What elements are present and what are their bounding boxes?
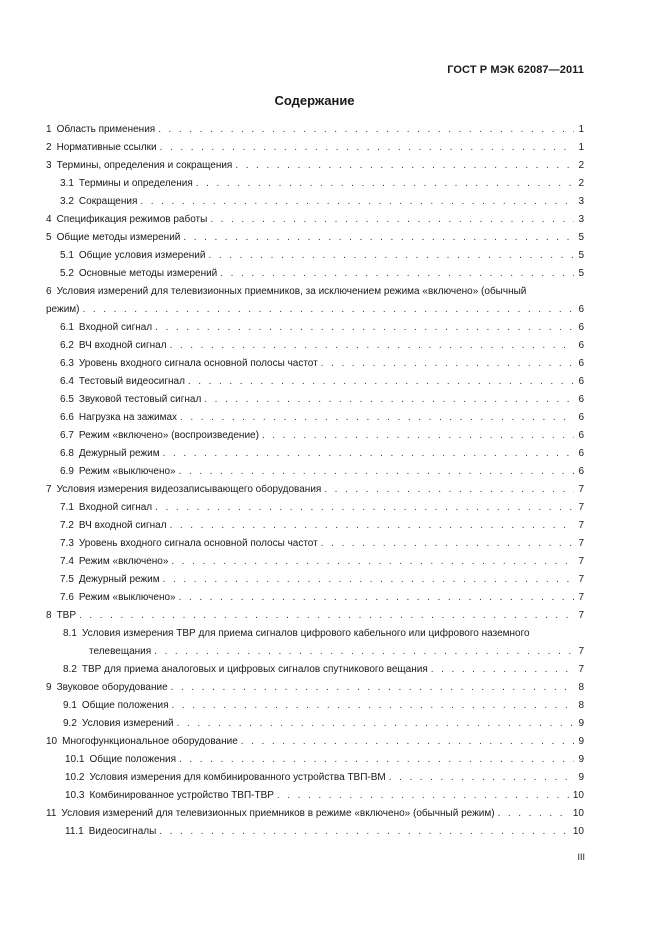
toc-entry-page: 7 — [578, 610, 584, 621]
toc-entry-page: 6 — [578, 412, 584, 423]
leader-dots — [163, 571, 574, 589]
leader-dots — [188, 373, 574, 391]
toc-entry-page: 9 — [578, 718, 584, 729]
toc-entry-page: 6 — [578, 322, 584, 333]
toc-entry[interactable] — [46, 211, 584, 229]
toc-entry-number: 10.1 — [65, 754, 85, 765]
toc-entry[interactable] — [46, 355, 584, 373]
toc-entry-number: 6.5 — [60, 394, 74, 405]
toc-entry-continuation[interactable] — [46, 301, 584, 319]
toc-entry[interactable] — [46, 751, 584, 769]
toc-entry-title: Нагрузка на зажимах — [78, 412, 178, 423]
toc-entry-title: Спецификация режимов работы — [56, 214, 208, 225]
toc-entry-title: Общие положения — [81, 700, 169, 711]
leader-dots — [210, 211, 574, 229]
toc-entry-number: 3 — [46, 160, 52, 171]
leader-dots — [177, 715, 574, 733]
leader-dots — [79, 607, 574, 625]
toc-entry-page: 6 — [578, 376, 584, 387]
toc-entry-number: 10 — [46, 736, 58, 747]
toc-entry[interactable] — [46, 769, 584, 787]
toc-entry[interactable] — [46, 481, 584, 499]
toc-entry-page: 7 — [578, 556, 584, 567]
leader-dots — [160, 139, 574, 157]
toc-entry-page: 3 — [578, 214, 584, 225]
toc-entry-page: 7 — [578, 664, 584, 675]
toc-entry-number: 7 — [46, 484, 52, 495]
toc-entry-page: 8 — [578, 682, 584, 693]
toc-entry[interactable] — [46, 625, 584, 643]
toc-entry[interactable] — [46, 139, 584, 157]
toc-entry-number: 6.1 — [60, 322, 74, 333]
toc-entry[interactable] — [46, 319, 584, 337]
toc-entry[interactable] — [46, 121, 584, 139]
toc-entry-title: Входной сигнал — [78, 322, 153, 333]
leader-dots — [324, 481, 574, 499]
toc-entry-number: 7.4 — [60, 556, 74, 567]
toc-title: Содержание — [274, 93, 355, 108]
toc-entry-number: 5 — [46, 232, 52, 243]
toc-entry-page: 8 — [578, 700, 584, 711]
toc-entry[interactable] — [46, 733, 584, 751]
toc-entry-number: 1 — [46, 124, 52, 135]
toc-entry-number: 5.1 — [60, 250, 74, 261]
toc-entry[interactable] — [46, 823, 584, 841]
toc-entry[interactable] — [46, 337, 584, 355]
toc-entry-title: ВЧ входной сигнал — [78, 340, 167, 351]
toc-entry-number: 6.4 — [60, 376, 74, 387]
toc-entry-page: 7 — [578, 574, 584, 585]
toc-entry-title-cont: телевещания — [89, 646, 152, 657]
toc-entry-page: 7 — [578, 592, 584, 603]
toc-entry[interactable] — [46, 571, 584, 589]
toc-entry-number: 7.3 — [60, 538, 74, 549]
leader-dots — [235, 157, 574, 175]
page-number: III — [577, 852, 585, 862]
toc-entry-title-cont: режим) — [46, 304, 80, 315]
toc-entry-number: 10.3 — [65, 790, 85, 801]
leader-dots — [171, 553, 574, 571]
leader-dots — [180, 409, 574, 427]
toc-entry-title: Режим «включено» — [78, 556, 169, 567]
toc-entry-title: Общие методы измерений — [56, 232, 181, 243]
toc-entry-page: 1 — [578, 142, 584, 153]
toc-entry-page: 10 — [572, 826, 584, 837]
leader-dots — [158, 121, 574, 139]
toc-entry-number: 9.2 — [63, 718, 77, 729]
toc-entry[interactable] — [46, 607, 584, 625]
toc-entry-title: Область применения — [56, 124, 156, 135]
toc-entry-title: Входной сигнал — [78, 502, 153, 513]
toc-entry[interactable] — [46, 499, 584, 517]
toc-entry-number: 6.2 — [60, 340, 74, 351]
toc-entry-page: 6 — [578, 394, 584, 405]
toc-entry-page: 7 — [578, 502, 584, 513]
toc-entry-page: 5 — [578, 250, 584, 261]
toc-entry-number: 6.8 — [60, 448, 74, 459]
toc-entry-page: 7 — [578, 520, 584, 531]
toc-entry-page: 6 — [578, 448, 584, 459]
toc-entry-number: 10.2 — [65, 772, 85, 783]
toc-entry-title: Общие положения — [89, 754, 177, 765]
leader-dots — [170, 337, 574, 355]
toc-entry[interactable] — [46, 715, 584, 733]
toc-entry-page: 2 — [578, 160, 584, 171]
toc-entry-number: 8.1 — [63, 628, 77, 639]
toc-entry-number: 2 — [46, 142, 52, 153]
toc-entry[interactable] — [46, 445, 584, 463]
toc-entry-number: 11 — [46, 808, 57, 819]
leader-dots — [83, 301, 575, 319]
toc-entry-page: 6 — [578, 304, 584, 315]
toc-entry-page: 6 — [578, 466, 584, 477]
toc-entry[interactable] — [46, 229, 584, 247]
toc-entry-page: 9 — [578, 772, 584, 783]
toc-entry-number: 7.1 — [60, 502, 74, 513]
toc-entry-number: 7.2 — [60, 520, 74, 531]
leader-dots — [140, 193, 574, 211]
leader-dots — [163, 445, 574, 463]
toc-entry[interactable] — [46, 175, 584, 193]
toc-entry-title: Условия измерения видеозаписывающего оборудования — [56, 484, 322, 495]
toc-entry[interactable] — [46, 463, 584, 481]
toc-entry-title: Тестовый видеосигнал — [78, 376, 185, 387]
leader-dots — [183, 229, 574, 247]
toc-entry-number: 6.7 — [60, 430, 74, 441]
toc-entry-page: 9 — [578, 754, 584, 765]
toc-entry-page: 6 — [578, 358, 584, 369]
leader-dots — [321, 535, 574, 553]
leader-dots — [179, 463, 574, 481]
toc-entry[interactable] — [46, 391, 584, 409]
toc-entry-number: 7.6 — [60, 592, 74, 603]
toc-entry-title: Звуковой тестовый сигнал — [78, 394, 202, 405]
toc-entry-title: ВЧ входной сигнал — [78, 520, 167, 531]
toc-entry-title: Основные методы измерений — [78, 268, 218, 279]
toc-entry-number: 3.1 — [60, 178, 74, 189]
leader-dots — [204, 391, 574, 409]
leader-dots — [241, 733, 574, 751]
leader-dots — [498, 805, 570, 823]
toc-entry[interactable] — [46, 787, 584, 805]
toc-entry-title: Видеосигналы — [88, 826, 157, 837]
toc-entry-title: Комбинированное устройство ТВП-ТВР — [89, 790, 274, 801]
toc-entry-page: 5 — [578, 268, 584, 279]
toc-entry-number: 6 — [46, 286, 52, 297]
toc-entry-page: 7 — [578, 484, 584, 495]
leader-dots — [172, 697, 575, 715]
toc-entry-title: Условия измерения ТВР для приема сигналов цифрового кабельного или цифрового наземного — [81, 628, 530, 639]
leader-dots — [196, 175, 574, 193]
toc-entry[interactable] — [46, 679, 584, 697]
toc-entry-number: 9 — [46, 682, 52, 693]
toc-entry[interactable] — [46, 517, 584, 535]
toc-entry-page: 7 — [578, 646, 584, 657]
toc-entry-title: Режим «выключено» — [78, 466, 176, 477]
toc-entry-page: 7 — [578, 538, 584, 549]
toc-entry-number: 6.6 — [60, 412, 74, 423]
toc-entry[interactable] — [46, 697, 584, 715]
leader-dots — [389, 769, 574, 787]
toc-entry-title: Дежурный режим — [78, 448, 160, 459]
toc-entry-page: 3 — [578, 196, 584, 207]
table-of-contents — [46, 121, 584, 841]
leader-dots — [159, 823, 570, 841]
leader-dots — [155, 319, 574, 337]
toc-entry-page: 6 — [578, 340, 584, 351]
toc-entry-title: Дежурный режим — [78, 574, 160, 585]
leader-dots — [220, 265, 574, 283]
toc-entry-page: 1 — [578, 124, 584, 135]
toc-entry-number: 7.5 — [60, 574, 74, 585]
toc-entry[interactable] — [46, 157, 584, 175]
leader-dots — [154, 643, 574, 661]
toc-entry-title: Уровень входного сигнала основной полосы частот — [78, 358, 318, 369]
toc-entry-title: Звуковое оборудование — [56, 682, 168, 693]
toc-entry[interactable] — [46, 589, 584, 607]
toc-entry-page: 6 — [578, 430, 584, 441]
toc-entry-number: 4 — [46, 214, 52, 225]
toc-entry-title: Общие условия измерений — [78, 250, 206, 261]
toc-entry-page: 5 — [578, 232, 584, 243]
leader-dots — [171, 679, 574, 697]
toc-entry-title: ТВР — [56, 610, 77, 621]
toc-entry[interactable] — [46, 373, 584, 391]
leader-dots — [321, 355, 574, 373]
toc-entry-page: 9 — [578, 736, 584, 747]
toc-entry-title: Условия измерений — [81, 718, 174, 729]
toc-entry-title: ТВР для приема аналоговых и цифровых сигналов спутникового вещания — [81, 664, 428, 675]
leader-dots — [431, 661, 574, 679]
toc-entry-title: Многофункциональное оборудование — [62, 736, 238, 747]
toc-entry-title: Термины, определения и сокращения — [56, 160, 233, 171]
toc-entry[interactable] — [46, 535, 584, 553]
toc-entry-continuation[interactable] — [46, 643, 584, 661]
toc-entry-title: Условия измерений для телевизионных приемников, за исключением режима «включено» (обычный — [56, 286, 527, 297]
leader-dots — [262, 427, 574, 445]
toc-entry-page: 2 — [578, 178, 584, 189]
toc-entry-title: Режим «включено» (воспроизведение) — [78, 430, 259, 441]
toc-entry-title: Уровень входного сигнала основной полосы частот — [78, 538, 318, 549]
document-code: ГОСТ Р МЭК 62087—2011 — [447, 64, 584, 76]
toc-entry[interactable] — [46, 805, 584, 823]
toc-entry-number: 8 — [46, 610, 52, 621]
toc-entry-number: 5.2 — [60, 268, 74, 279]
toc-entry-title: Термины и определения — [78, 178, 193, 189]
toc-entry[interactable] — [46, 427, 584, 445]
toc-entry[interactable] — [46, 265, 584, 283]
toc-entry-number: 9.1 — [63, 700, 77, 711]
leader-dots — [179, 589, 574, 607]
toc-entry[interactable] — [46, 283, 584, 301]
toc-entry[interactable] — [46, 193, 584, 211]
toc-entry-page: 10 — [572, 790, 584, 801]
leader-dots — [155, 499, 574, 517]
toc-entry-title: Условия измерения для комбинированного устройства ТВП-ВМ — [89, 772, 386, 783]
toc-entry-title: Условия измерений для телевизионных приемников в режиме «включено» (обычный режим) — [61, 808, 495, 819]
toc-entry-title: Сокращения — [78, 196, 138, 207]
toc-entry-number: 3.2 — [60, 196, 74, 207]
leader-dots — [170, 517, 574, 535]
toc-entry-title: Режим «выключено» — [78, 592, 176, 603]
toc-entry-number: 6.3 — [60, 358, 74, 369]
toc-entry[interactable] — [46, 553, 584, 571]
leader-dots — [277, 787, 570, 805]
toc-entry-page: 10 — [572, 808, 584, 819]
toc-entry[interactable] — [46, 409, 584, 427]
toc-entry[interactable] — [46, 661, 584, 679]
toc-entry-number: 11.1 — [65, 826, 84, 837]
toc-entry-title: Нормативные ссылки — [56, 142, 157, 153]
leader-dots — [179, 751, 574, 769]
toc-entry-number: 6.9 — [60, 466, 74, 477]
toc-entry-number: 8.2 — [63, 664, 77, 675]
toc-entry[interactable] — [46, 247, 584, 265]
leader-dots — [208, 247, 574, 265]
